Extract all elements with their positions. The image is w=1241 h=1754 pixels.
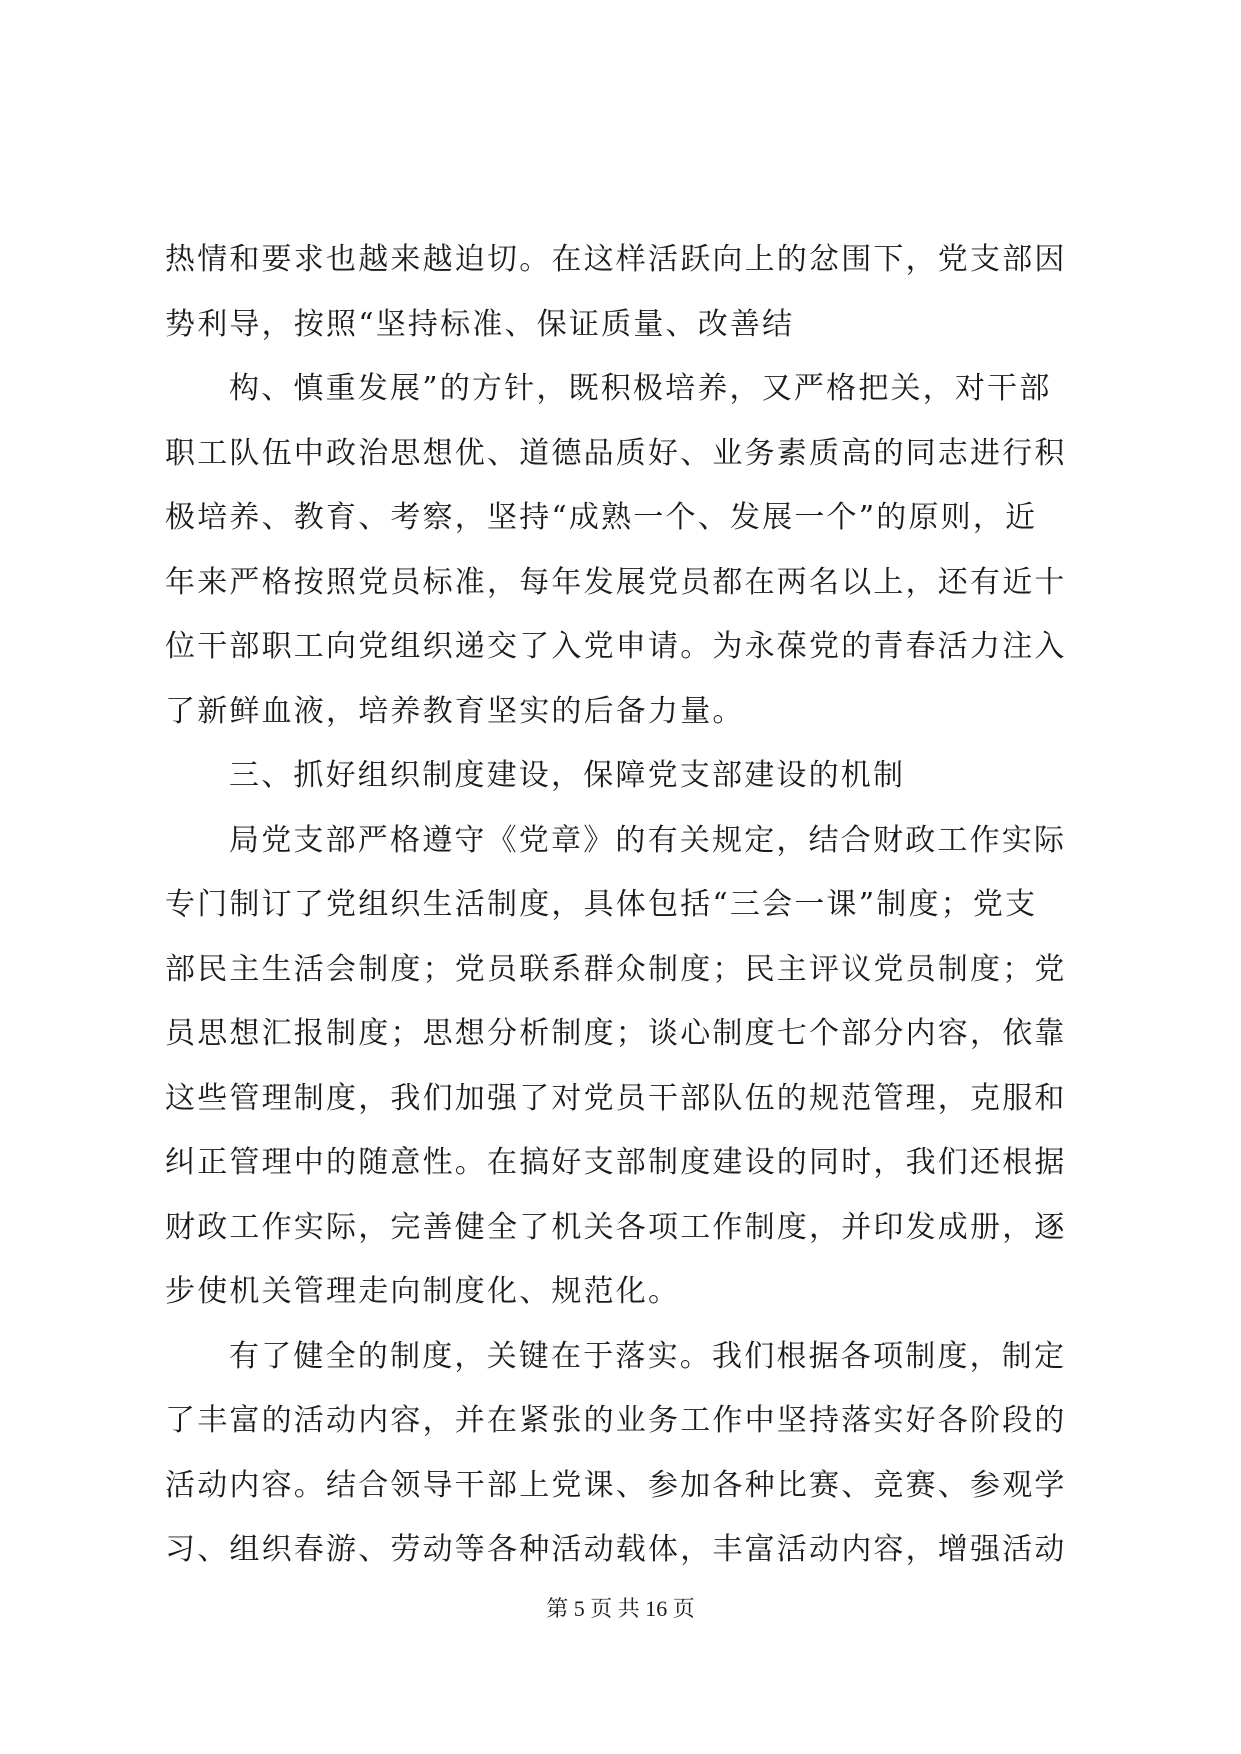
text-line: 年来严格按照党员标准，每年发展党员都在两名以上，还有近十 [165,564,1067,600]
text-line: 专门制订了党组织生活制度，具体包括“三会一课”制度；党支 [165,887,1038,922]
text-line: 员思想汇报制度；思想分析制度；谈心制度七个部分内容，依靠 [165,1016,1067,1051]
text-line: 了丰富的活动内容，并在紧张的业务工作中坚持落实好各阶段的 [165,1403,1067,1438]
page-number-footer: 第 5 页 共 16 页 [546,1596,695,1621]
text-line: 构、慎重发展”的方针，既积极培养，又严格把关，对干部 [229,371,1052,406]
text-line: 了新鲜血液，培养教育坚实的后备力量。 [165,693,745,729]
text-line: 局党支部严格遵守《党章》的有关规定，结合财政工作实际 [229,822,1067,858]
text-line: 职工队伍中政治思想优、道德品质好、业务素质高的同志进行积 [165,435,1067,471]
text-line: 有了健全的制度，关键在于落实。我们根据各项制度，制定 [229,1338,1067,1374]
text-line: 习、组织春游、劳动等各种活动载体，丰富活动内容，增强活动 [165,1532,1067,1567]
document-body [165,228,1085,1583]
text-line: 势利导，按照“坚持标准、保证质量、改善结 [165,306,795,342]
text-line: 纠正管理中的随意性。在搞好支部制度建设的同时，我们还根据 [165,1145,1067,1180]
text-line: 财政工作实际，完善健全了机关各项工作制度，并印发成册，逐 [165,1209,1067,1245]
text-line: 位干部职工向党组织递交了入党申请。为永葆党的青春活力注入 [165,629,1067,664]
text-line: 部民主生活会制度；党员联系群众制度；民主评议党员制度；党 [165,951,1067,987]
text-line: 步使机关管理走向制度化、规范化。 [165,1274,681,1309]
section-heading: 三、抓好组织制度建设，保障党支部建设的机制 [229,758,906,793]
text-line: 这些管理制度，我们加强了对党员干部队伍的规范管理，克服和 [165,1080,1067,1116]
text-line: 活动内容。结合领导干部上党课、参加各种比赛、竞赛、参观学 [165,1467,1067,1503]
text-line: 极培养、教育、考察，坚持“成熟一个、发展一个”的原则，近 [165,500,1038,535]
text-line: 热情和要求也越来越迫切。在这样活跃向上的忿围下，党支部因 [165,242,1067,277]
